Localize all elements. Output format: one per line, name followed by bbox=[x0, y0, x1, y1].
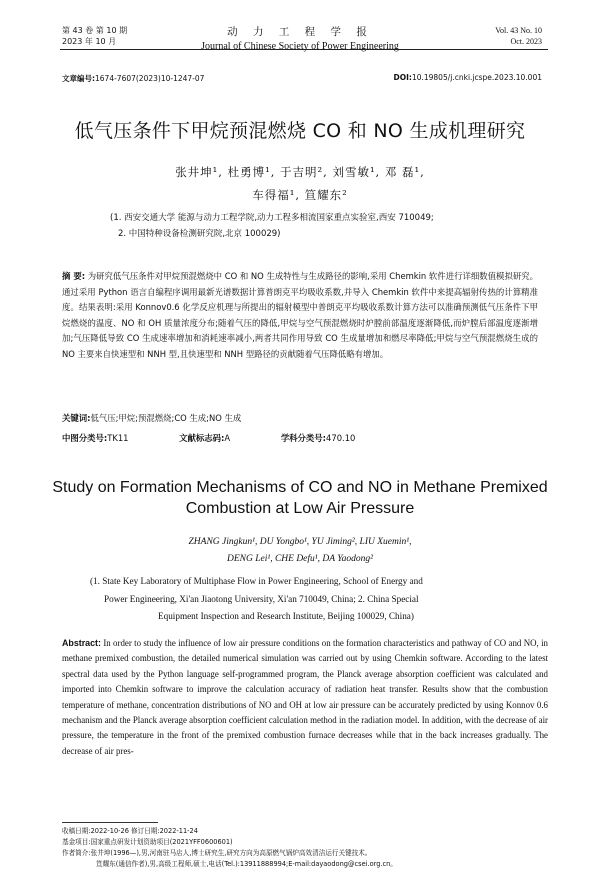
authors-en-line2: DENG Lei¹, CHE Defu¹, DA Yaodong² bbox=[226, 554, 374, 564]
article-number-value: 1674-7607(2023)10-1247-07 bbox=[95, 74, 205, 83]
affiliation-cn-2: 2. 中国特种设备检测研究院,北京 100029) bbox=[118, 229, 281, 239]
footnote-author-intro: 作者简介:张井坤(1996—),男,河南驻马店人,博士研究生,研究方向为高原燃气锅炉高效清洁运行关键技术。 bbox=[62, 849, 372, 857]
subject-code-label: 学科分类号: bbox=[280, 433, 327, 443]
clc-number bbox=[62, 432, 153, 444]
document-code-label: 文献标志码: bbox=[179, 433, 225, 443]
keywords-cn-label: 关键词: bbox=[62, 413, 91, 423]
affiliation-en-line2: Power Engineering, Xi'an Jiaotong University, Xi'an 710049, China; 2. China Special bbox=[104, 593, 419, 604]
authors-cn-line2: 车得福¹, 笪耀东² bbox=[252, 188, 348, 202]
clc-label: 中图分类号: bbox=[62, 433, 108, 443]
abstract-cn-label: 摘 要: bbox=[62, 271, 86, 281]
journal-name-en: Journal of Chinese Society of Power Engineering bbox=[201, 41, 399, 52]
paper-title-en-line1: Study on Formation Mechanisms of CO and NO in Methane Premixed bbox=[52, 479, 548, 496]
abstract-en-text: In order to study the influence of low air pressure conditions on the formation characteristics and pathway of CO and NO, in methane premixed combustion, the detailed numerical simulation was carried out by using Chemkin software. According to the latest spectral data used by the Python language self-programmed program, the Planck average absorption coefficient was calculated and imported into Chemkin software to improve the calculation accuracy of radiation heat transfer. Results show that the combustion temperature of methane, concentration distributions of NO and OH at low air pressure can be accurately predicted by using Konnov 0.6 mechanism and the Planck average absorption coefficient calculation method in the radiation model. In addition, with the decrease of air pressure, the temperature in the front of the premixed combustion furnace decreases while that in the back increases gradually. The decrease of air pres- bbox=[62, 638, 548, 756]
doi-label: DOI: bbox=[393, 73, 412, 82]
date-cn: 2023 年 10 月 bbox=[62, 36, 117, 46]
article-number-label: 文章编号: bbox=[62, 74, 95, 83]
paper-title-en bbox=[40, 477, 560, 519]
affiliation-en-line1: (1. State Key Laboratory of Multiphase Flow in Power Engineering, School of Energy and bbox=[90, 576, 423, 586]
footnotes bbox=[62, 826, 552, 870]
document-code-value: A bbox=[224, 433, 231, 443]
authors-cn-line1: 张井坤¹, 杜勇博¹, 于吉明², 刘雪敏¹, 邓 磊¹, bbox=[175, 165, 425, 179]
abstract-en bbox=[62, 636, 548, 759]
clc-value: TK11 bbox=[107, 433, 129, 443]
issue-info-en bbox=[495, 26, 542, 47]
affiliation-en-line3: Equipment Inspection and Research Institute, Beijing 100029, China) bbox=[158, 611, 414, 621]
journal-title-block bbox=[150, 24, 450, 52]
abstract-cn-text: 为研究低气压条件对甲烷预混燃烧中 CO 和 NO 生成特性与生成路径的影响,采用 Chemkin 软件进行详细数值模拟研究。通过采用 Python 语言自编程序调用最新光谱数据计算普朗克平均吸收系数,并导入 Chemkin 软件中来提高辐射传热的计算精准度。结果表明:采用 Konnov0.6 化学反应机理与所提出的辐射模型中普朗克平均吸收系数计算方法可以准确预测低气压条件下甲烷燃烧的温度、NO 和 OH 质量浓度分布;随着气压的降低,甲烷与空气预混燃烧时炉膛前部温度逐渐降低,而炉膛后部温度逐渐增加;气压降低导致 CO 生成速率增加和消耗速率减小,两者共同作用导致 CO 生成量增加和燃尽率降低;甲烷与空气预混燃烧生成的 NO 主要来自快速型和 NNH 型,且快速型和 NNH 型路径的贡献随着气压降低略有增加。 bbox=[62, 271, 538, 359]
paper-title-cn: 低气压条件下甲烷预混燃烧 CO 和 NO 生成机理研究 bbox=[74, 120, 526, 142]
subject-code-value: 470.10 bbox=[326, 433, 356, 443]
header-divider bbox=[60, 49, 548, 50]
doi bbox=[394, 73, 542, 82]
document-code bbox=[179, 432, 254, 444]
journal-name-cn: 动 力 工 程 学 报 bbox=[227, 26, 373, 38]
affiliations-en bbox=[90, 573, 540, 626]
footnote-fund: 基金项目:国家重点研发计划资助项目(2021YFF0600601) bbox=[62, 838, 233, 846]
keywords-cn-text: 低气压;甲烷;预混燃烧;CO 生成;NO 生成 bbox=[90, 413, 242, 423]
footnote-dates: 收稿日期:2022-10-26 修订日期:2022-11-24 bbox=[62, 827, 198, 835]
issue-info-cn bbox=[62, 26, 127, 47]
abstract-en-label: Abstract: bbox=[62, 638, 101, 648]
affiliations-cn bbox=[110, 210, 530, 242]
affiliation-cn-1: (1. 西安交通大学 能源与动力工程学院,动力工程多相流国家重点实验室,西安 710049; bbox=[110, 213, 434, 223]
footnote-divider bbox=[62, 822, 158, 823]
date-en: Oct. 2023 bbox=[510, 36, 542, 46]
subject-code bbox=[281, 432, 380, 444]
volume-issue-cn: 第 43 卷 第 10 期 bbox=[62, 26, 128, 35]
paper-title-en-line2: Combustion at Low Air Pressure bbox=[185, 500, 415, 517]
authors-en-line1: ZHANG Jingkun¹, DU Yongbo¹, YU Jiming², LIU Xuemin¹, bbox=[188, 537, 412, 547]
footnote-correspondence: 笪耀东(通信作者),男,高级工程师,硕士,电话(Tel.):13911888994;E-mail:dayaodong@csei.org.cn。 bbox=[96, 860, 397, 868]
doi-value: 10.19805/j.cnki.jcspe.2023.10.001 bbox=[411, 73, 542, 82]
article-number bbox=[62, 73, 204, 84]
classification-row bbox=[62, 432, 542, 444]
volume-issue-en: Vol. 43 No. 10 bbox=[495, 26, 542, 35]
abstract-cn bbox=[62, 269, 538, 363]
keywords-cn bbox=[62, 412, 241, 424]
